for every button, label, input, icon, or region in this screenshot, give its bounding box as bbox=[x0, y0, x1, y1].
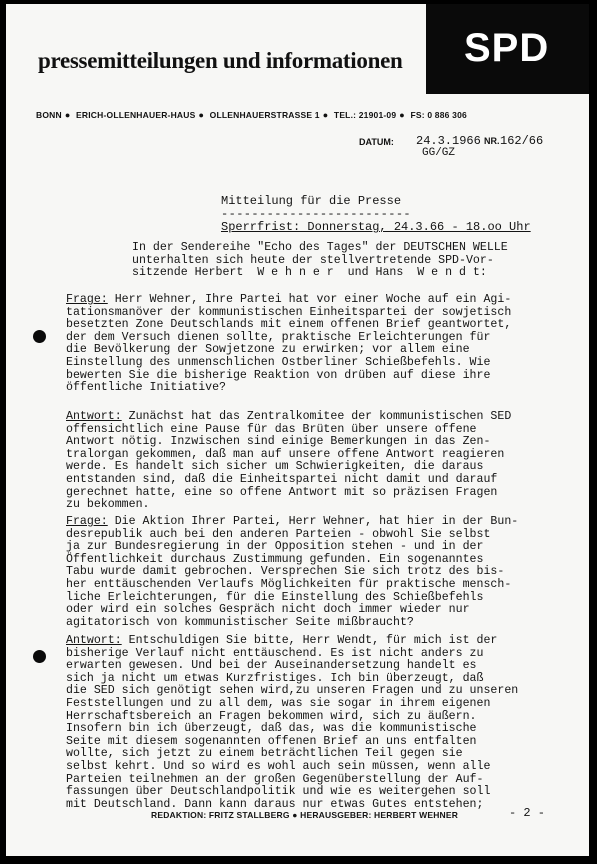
bullet-icon: ● bbox=[292, 810, 298, 820]
bullet-icon: ● bbox=[322, 110, 329, 120]
address-telex: FS: 0 886 306 bbox=[410, 110, 467, 120]
speaker-label: Frage: bbox=[66, 293, 108, 306]
question-2 bbox=[66, 516, 518, 629]
date-value: 24.3.1966 bbox=[416, 134, 481, 148]
number-label: NR. bbox=[484, 136, 500, 146]
address-phone: TEL.: 21901-09 bbox=[333, 110, 397, 120]
question-1 bbox=[66, 294, 511, 395]
spd-logo: SPD bbox=[464, 26, 550, 70]
bullet-icon: ● bbox=[64, 110, 71, 120]
answer-text: Zunächst hat das Zentralkomitee der kommunistischen SED offensichtlich eine Pause für das Brüten über unsere offene Antwort nötig. Inzwischen sind einige Bemerkungen in das Zen- tralorgan gekommen, daß man auf unsere offene Antwort reagieren werde. Es handelt sich sicher um Schwierigkeiten, die daraus entstanden sind, daß die Einheitspartei nicht damit und darauf gerechnet hatte, eine so offene Antwort mit so präzisen Fragen zu bekommen. bbox=[66, 410, 512, 512]
address-street: OLLENHAUERSTRASSE 1 bbox=[209, 110, 320, 120]
embargo-text: Sperrfrist: Donnerstag, 24.3.66 - 18.oo Uhr bbox=[221, 220, 531, 234]
date-label: DATUM: bbox=[359, 137, 394, 147]
number-value: 162/66 bbox=[500, 134, 544, 148]
answer-2 bbox=[66, 635, 518, 811]
press-heading: Mitteilung für die Presse bbox=[221, 194, 402, 208]
speaker-label: Frage: bbox=[66, 515, 108, 528]
embargo-notice bbox=[221, 220, 531, 234]
answer-1 bbox=[66, 411, 511, 512]
footer-line bbox=[151, 810, 458, 820]
next-page-marker: - 2 - bbox=[509, 806, 546, 820]
punch-hole bbox=[33, 330, 46, 343]
question-text: Die Aktion Ihrer Partei, Herr Wehner, hat hier in der Bun- desrepublik auch bei den anderen Parteien - obwohl Sie selbst ja zur Bundesregierung in der Opposition stehen - und in der Öffentlichkeit durchaus Zustimmung gefunden. Ein sogenanntes Tabu wurde damit gebrochen. Versprechen Sie sich trotz des bis- her enttäuschenden Verlaufs Möglichkeiten für praktische mensch- liche Erleichterungen, für die Einstellung des Schießbefehls oder wird ein solches Gespräch nicht doch immer wieder nur agitatorisch von kommunistischer Seite mißbraucht? bbox=[66, 515, 519, 629]
question-text: Herr Wehner, Ihre Partei hat vor einer Woche auf ein Agi- tationsmanöver der kommunistischen Einheitspartei der sowjetisch besetzten Zone Deutschlands mit einem offenen Brief geantwortet, der dem Versuch dienen sollte, praktische Erleichterungen für die Bevölkerung der Sowjetzone zu erwirken; vor allem eine Einstellung des unmenschlichen Ostberliner Schießbefehls. Wie bewerten Sie die bisherige Reaktion von drüben auf diese ihre öffentliche Initiative? bbox=[66, 293, 512, 395]
document-page bbox=[6, 4, 589, 856]
masthead-title: pressemitteilungen und informationen bbox=[38, 48, 403, 73]
punch-hole bbox=[33, 650, 46, 663]
speaker-label: Antwort: bbox=[66, 634, 122, 647]
answer-text: Entschuldigen Sie bitte, Herr Wendt, für mich ist der bisherige Verlauf nicht enttäuschend. Es ist nicht anders zu erwarten gewesen. Und bei der Auseinandersetzung handelt es sich ja nicht um etwas Kurzfristiges. Ich bin überzeugt, daß die SED sich genötigt sehen wird,zu unseren Fragen und zu unseren Feststellungen und zu all dem, was sie sogar in ihrem eigenen Herrschaftsbereich an Fragen bekommen wird, sich zu äußern. Insofern bin ich überzeugt, daß das, was die kommunistische Seite mit diesem sogenannten offenen Brief an uns entfalten wollte, sich jetzt zu einem beträchtlichen Teil gegen sie selbst kehrt. Und so wird es wohl auch sein müssen, wenn alle Parteien teilnehmen an der großen Gegenüberstellung der Auf- fassungen über Deutschlandpolitik und wie es weitergehen soll mit Deutschland. Dann kann daraus nur etwas Gutes entstehen; bbox=[66, 634, 519, 811]
address-building: ERICH-OLLENHAUER-HAUS bbox=[76, 110, 196, 120]
intro-paragraph: In der Sendereihe "Echo des Tages" der DEUTSCHEN WELLE unterhalten sich heute der stellvertretende SPD-Vor- sitzende Herbert W e h n e r und Hans W e n d t: bbox=[132, 241, 508, 280]
reference-initials: GG/GZ bbox=[422, 147, 456, 159]
address-line bbox=[36, 110, 467, 120]
bullet-icon: ● bbox=[198, 110, 205, 120]
address-city: BONN bbox=[36, 110, 62, 120]
footer-editor: REDAKTION: FRITZ STALLBERG bbox=[151, 810, 290, 820]
footer-publisher: HERAUSGEBER: HERBERT WEHNER bbox=[300, 810, 459, 820]
speaker-label: Antwort: bbox=[66, 410, 122, 423]
heading-rule: ------------------------- bbox=[221, 207, 412, 221]
bullet-icon: ● bbox=[399, 110, 405, 120]
